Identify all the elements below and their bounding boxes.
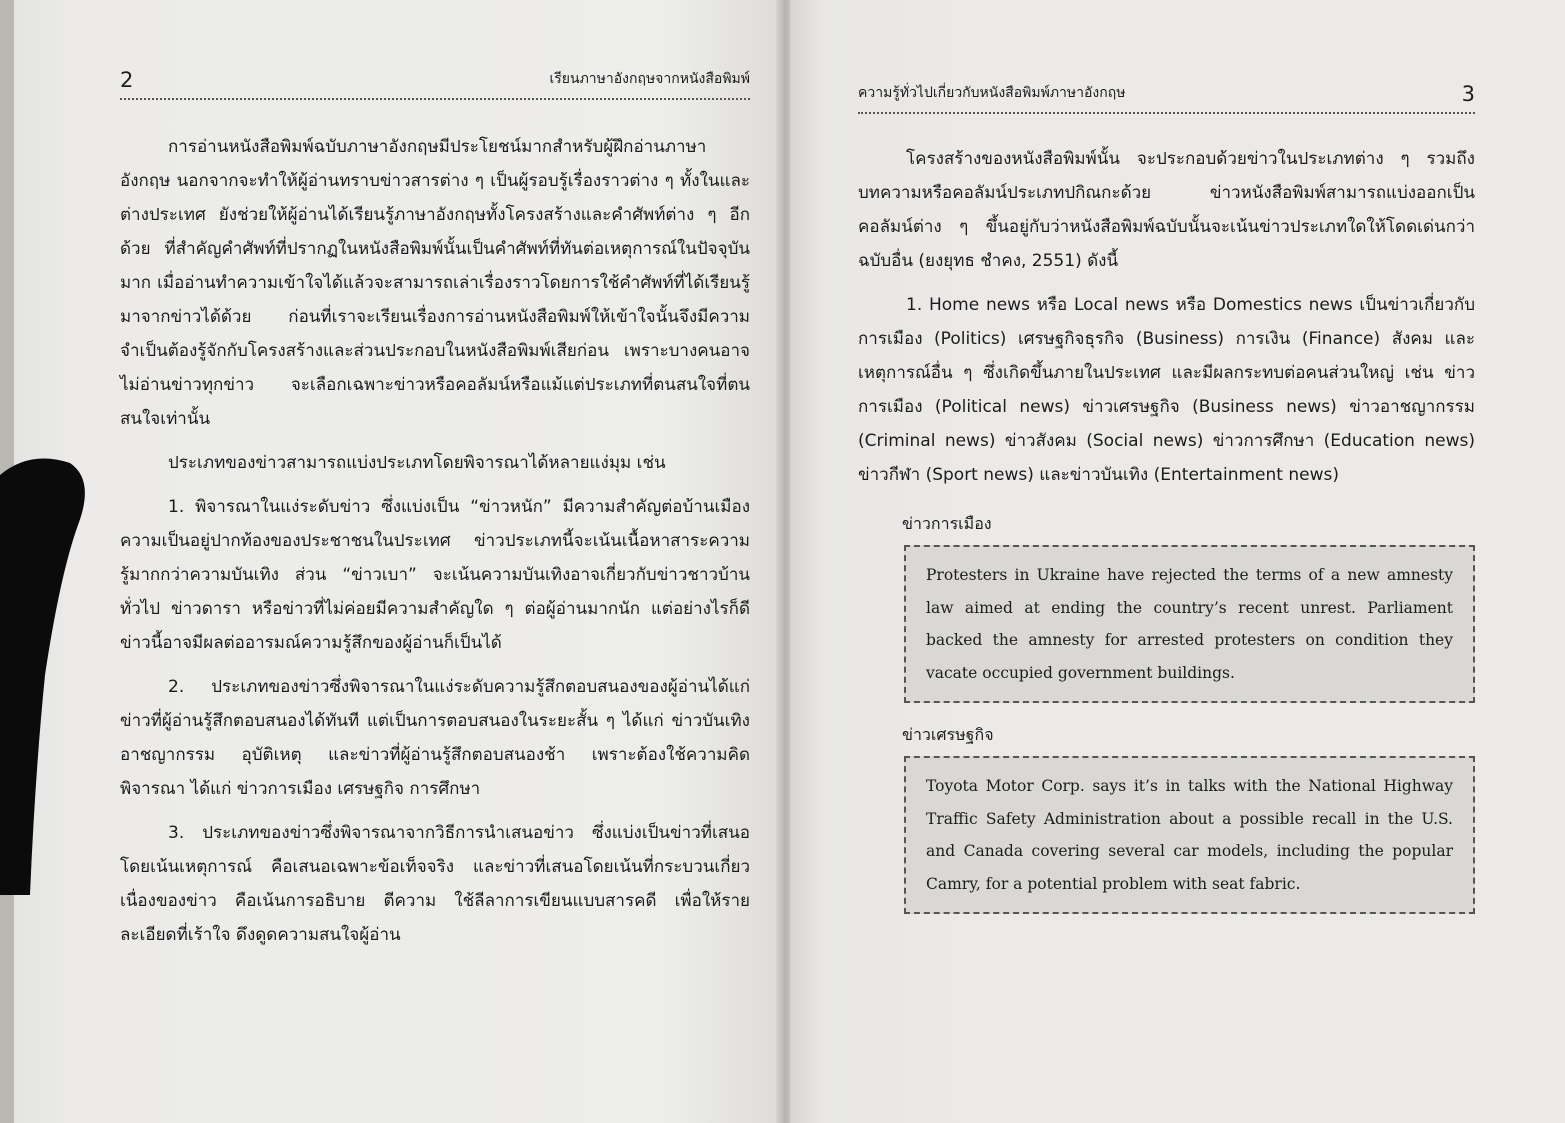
structure-paragraph: โครงสร้างของหนังสือพิมพ์นั้น จะประกอบด้วยข่าวในประเภทต่าง ๆ รวมถึงบทความหรือคอลัมน์ประเภทปกิณกะด้วย ข่าวหนังสือพิมพ์สามารถแบ่งออกเป็นคอลัมน์ต่าง ๆ ขึ้นอยู่กับว่าหนังสือพิมพ์ฉบับนั้นจะเน้นข่าวประเภทใดให้โดดเด่นกว่าฉบับอื่น (ยงยุทธ ชำคง, 2551) ดังนี้: [858, 149, 1475, 271]
left-page-body: [120, 100, 750, 952]
left-running-header: [120, 0, 750, 100]
black-tape-shadow: [0, 455, 90, 895]
right-running-header: [858, 0, 1475, 114]
left-page: [14, 0, 782, 1123]
left-running-title: เรียนภาษาอังกฤษจากหนังสือพิมพ์: [549, 71, 750, 87]
home-news-paragraph: 1. Home news หรือ Local news หรือ Domestics news เป็นข่าวเกี่ยวกับการเมือง (Politics) เศรษฐกิจธุรกิจ (Business) การเงิน (Finance) สังคม และเหตุการณ์อื่น ๆ ซึ่งเกิดขึ้นภายในประเทศ และมีผลกระทบต่อคนส่วนใหญ่ เช่น ข่าวการเมือง (Political news) ข่าวเศรษฐกิจ (Business news) ข่าวอาชญากรรม (Criminal news) ข่าวสังคม (Social news) ข่าวการศึกษา (Education news) ข่าวกีฬา (Sport news) และข่าวบันเทิง (Entertainment news): [858, 295, 1475, 485]
right-page-number: 3: [1461, 82, 1475, 106]
example-label-economy: ข่าวเศรษฐกิจ: [902, 725, 994, 744]
intro-paragraph: การอ่านหนังสือพิมพ์ฉบับภาษาอังกฤษมีประโยชน์มากสำหรับผู้ฝึกอ่านภาษาอังกฤษ นอกจากจะทำให้ผู้อ่านทราบข่าวสารต่าง ๆ เป็นผู้รอบรู้เรื่องราวต่าง ๆ ทั้งในและต่างประเทศ ยังช่วยให้ผู้อ่านได้เรียนรู้ภาษาอังกฤษทั้งโครงสร้างและคำศัพท์ต่าง ๆ อีกด้วย ที่สำคัญคำศัพท์ที่ปรากฏในหนังสือพิมพ์นั้นเป็นคำศัพท์ที่ทันต่อเหตุการณ์ในปัจจุบันมาก เมื่ออ่านทำความเข้าใจได้แล้วจะสามารถเล่าเรื่องราวโดยการใช้คำศัพท์ที่ได้เรียนรู้มาจากข่าวได้ด้วย ก่อนที่เราจะเรียนเรื่องการอ่านหนังสือพิมพ์ให้เข้าใจนั้นจึงมีความจำเป็นต้องรู้จักกับโครงสร้างและส่วนประกอบในหนังสือพิมพ์เสียก่อน เพราะบางคนอาจไม่อ่านข่าวทุกข่าว จะเลือกเฉพาะข่าวหรือคอลัมน์หรือแม้แต่ประเภทที่ตนสนใจที่ตนสนใจเท่านั้น: [120, 137, 750, 429]
left-page-number: 2: [120, 68, 134, 92]
news-type-item-3: 3. ประเภทของข่าวซึ่งพิจารณาจากวิธีการนำเสนอข่าว ซึ่งแบ่งเป็นข่าวที่เสนอโดยเน้นเหตุการณ์ คือเสนอเฉพาะข้อเท็จจริง และข่าวที่เสนอโดยเน้นที่กระบวนเกี่ยวเนื่องของข่าว คือเน้นการอธิบาย ตีความ ใช้ลีลาการเขียนแบบสารคดี เพื่อให้รายละเอียดที่เร้าใจ ดึงดูดความสนใจผู้อ่าน: [120, 823, 750, 945]
example-box-politics: Protesters in Ukraine have rejected the terms of a new amnesty law aimed at ending the country’s recent unrest. Parliament backed the amnesty for arrested protesters on condition they vacate occupied government buildings.: [904, 545, 1475, 703]
news-type-item-2: 2. ประเภทของข่าวซึ่งพิจารณาในแง่ระดับความรู้สึกตอบสนองของผู้อ่านได้แก่ ข่าวที่ผู้อ่านรู้สึกตอบสนองได้ทันที แต่เป็นการตอบสนองในระยะสั้น ๆ ได้แก่ ข่าวบันเทิง อาชญากรรม อุบัติเหตุ และข่าวที่ผู้อ่านรู้สึกตอบสนองช้า เพราะต้องใช้ความคิดพิจารณา ได้แก่ ข่าวการเมือง เศรษฐกิจ การศึกษา: [120, 677, 750, 799]
right-running-title: ความรู้ทั่วไปเกี่ยวกับหนังสือพิมพ์ภาษาอังกฤษ: [858, 85, 1126, 101]
news-types-intro: ประเภทของข่าวสามารถแบ่งประเภทโดยพิจารณาได้หลายแง่มุม เช่น: [168, 453, 666, 473]
right-page-body: [858, 114, 1475, 914]
right-page: [790, 0, 1565, 1123]
news-type-item-1: 1. พิจารณาในแง่ระดับข่าว ซึ่งแบ่งเป็น “ข่าวหนัก” มีความสำคัญต่อบ้านเมือง ความเป็นอยู่ปากท้องของประชาชนในประเทศ ข่าวประเภทนี้จะเน้นเนื้อหาสาระความรู้มากกว่าความบันเทิง ส่วน “ข่าวเบา” จะเน้นความบันเทิงอาจเกี่ยวกับข่าวชาวบ้านทั่วไป ข่าวดารา หรือข่าวที่ไม่ค่อยมีความสำคัญใด ๆ ต่อผู้อ่านมากนัก แต่อย่างไรก็ดีข่าวนี้อาจมีผลต่ออารมณ์ความรู้สึกของผู้อ่านก็เป็นได้: [120, 497, 750, 653]
example-box-economy: Toyota Motor Corp. says it’s in talks with the National Highway Traffic Safety Administration about a possible recall in the U.S. and Canada covering several car models, including the popular Camry, for a potential problem with seat fabric.: [904, 756, 1475, 914]
example-label-politics: ข่าวการเมือง: [902, 514, 992, 533]
